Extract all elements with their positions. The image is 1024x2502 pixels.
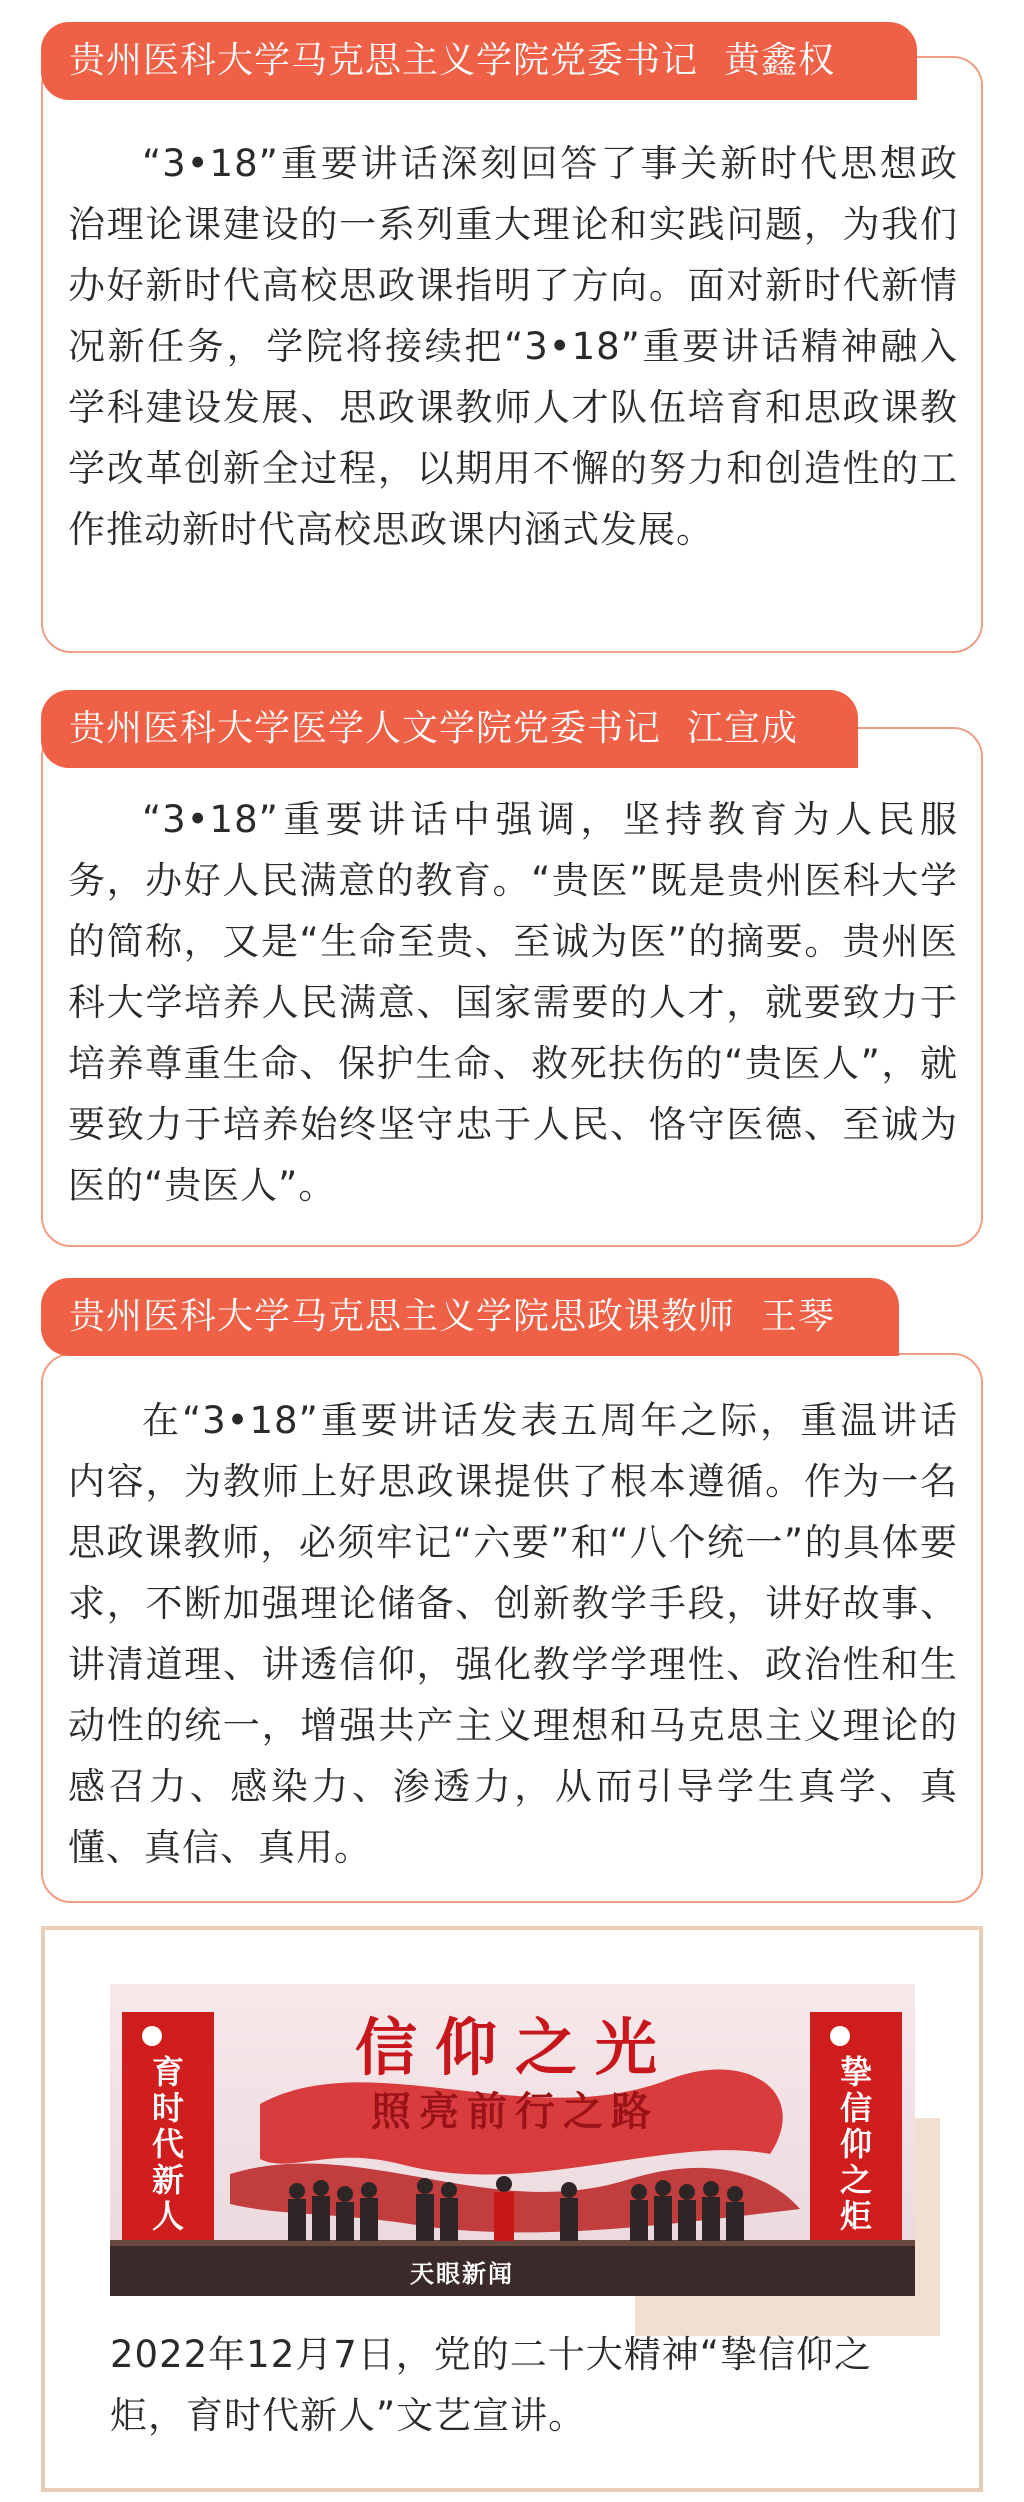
- section-author-2: 江宣成: [687, 708, 799, 749]
- section-title-1: 贵州医科大学马克思主义学院党委书记: [69, 40, 699, 81]
- section-author-3: 王琴: [761, 1296, 836, 1337]
- right-banner-text: 挚信仰之炬: [839, 2053, 872, 2235]
- section-body-2: “3•18”重要讲话中强调，坚持教育为人民服务，办好人民满意的教育。“贵医”既是贵州医科大学的简称，又是“生命至贵、至诚为医”的摘要。贵州医科大学培养人民满意、国家需要的人才，就要致力于培养尊重生命、保护生命、救死扶伤的“贵医人”，就要致力于培养始终坚守忠于人民、恪守医德、至诚为医的“贵医人”。: [68, 798, 958, 1207]
- banner-subtitle: 照亮前行之路: [371, 2088, 659, 2135]
- section-title-tab-2: [41, 690, 858, 768]
- event-photo: [110, 1984, 915, 2296]
- section-body-1: “3•18”重要讲话深刻回答了事关新时代思想政治理论课建设的一系列重大理论和实践问题，为我们办好新时代高校思政课指明了方向。面对新时代新情况新任务，学院将接续把“3•18”重要讲话精神融入学科建设发展、思政课教师人才队伍培育和思政课教学改革创新全过程，以期用不懈的努力和创造性的工作推动新时代高校思政课内涵式发展。: [68, 142, 958, 551]
- news-watermark: 天眼新闻: [410, 2260, 514, 2288]
- section-author-1: 黄鑫权: [724, 40, 836, 81]
- section-title-tab-3: [41, 1278, 899, 1356]
- banner-title: 信仰之光: [354, 2011, 675, 2084]
- section-title-2: 贵州医科大学医学人文学院党委书记: [69, 708, 662, 749]
- left-banner-text: 育时代新人: [151, 2053, 184, 2235]
- photo-caption: 2022年12月7日，党的二十大精神“挚信仰之炬，育时代新人”文艺宣讲。: [110, 2333, 872, 2437]
- section-title-tab-1: [41, 22, 917, 100]
- section-body-3: 在“3•18”重要讲话发表五周年之际，重温讲话内容，为教师上好思政课提供了根本遵循。作为一名思政课教师，必须牢记“六要”和“八个统一”的具体要求，不断加强理论储备、创新教学手段，讲好故事、讲清道理、讲透信仰，强化教学学理性、政治性和生动性的统一，增强共产主义理想和马克思主义理论的感召力、感染力、渗透力，从而引导学生真学、真懂、真信、真用。: [68, 1399, 958, 1869]
- section-title-3: 贵州医科大学马克思主义学院思政课教师: [69, 1296, 736, 1337]
